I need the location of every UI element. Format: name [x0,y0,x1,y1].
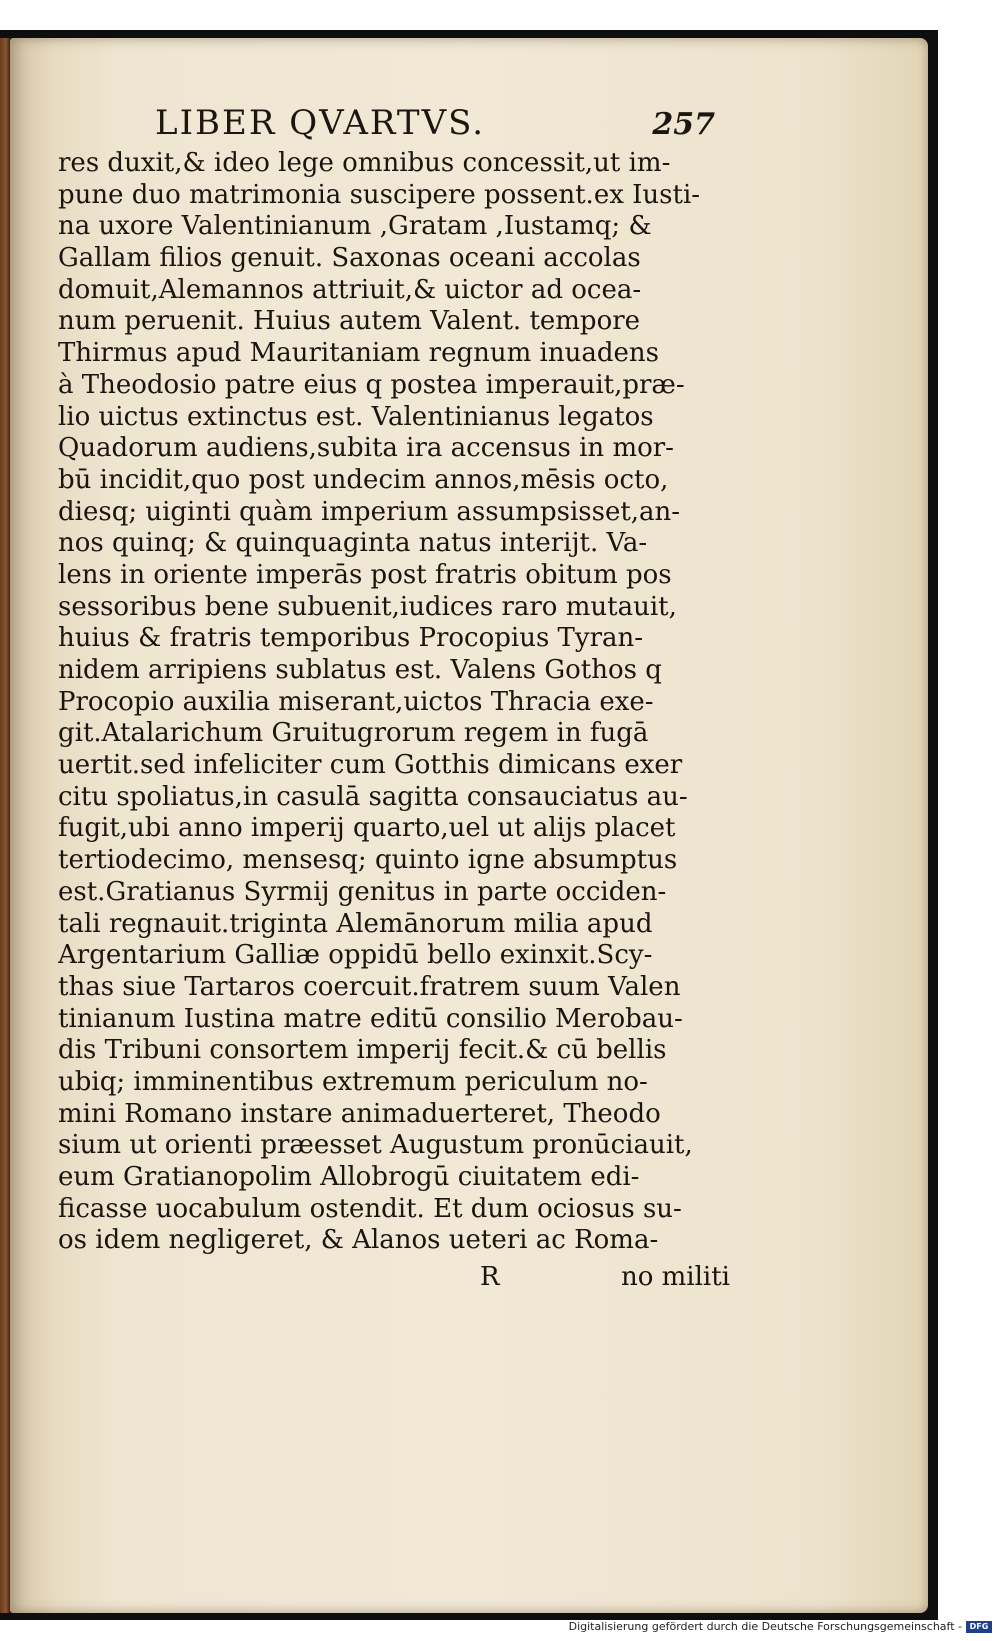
digitization-credit: Digitalisierung gefördert durch die Deutsche Forschungsgemeinschaft - [568,1620,962,1633]
text-line: os idem negligeret, & Alanos ueteri ac Roma- [58,1225,659,1256]
text-line: uertit.sed infeliciter cum Gotthis dimicans exer [58,750,683,781]
text-line: dis Tribuni consortem imperij fecit.& cū bellis [58,1035,667,1066]
text-line: Quadorum audiens,subita ira accensus in mor- [58,433,674,464]
text-line: tali regnauit.triginta Alemānorum milia apud [58,908,653,939]
text-line: eum Gratianopolim Allobrogū ciuitatem edi- [58,1162,640,1192]
text-line: lens in oriente imperās post fratris obitum pos [58,559,672,590]
text-line: diesq; uiginti quàm imperium assumpsisset,an- [58,496,681,527]
text-line: num peruenit. Huius autem Valent. tempore [58,306,641,337]
catchword-row [480,1262,730,1296]
text-line: sium ut orienti præesset Augustum pronūciauit, [58,1130,693,1161]
text-line: huius & fratris temporibus Procopius Tyran- [58,623,644,654]
text-line: thas siue Tartaros coercuit.fratrem suum Valen [58,971,681,1002]
text-line: nidem arripiens sublatus est. Valens Gothos q [58,655,662,685]
folio-number: 257 [652,107,715,142]
catchword: no militi [620,1262,730,1292]
text-line: citu spoliatus,in casulā sagitta consauciatus au- [58,781,688,812]
book-spine-edge [0,38,10,1613]
text-line: nos quinq; & quinquaginta natus interijt. Va- [58,528,648,559]
text-line: bū incidit,quo post undecim annos,mēsis octo, [58,464,669,495]
text-line: mini Romano instare animaduerteret, Theodo [58,1098,661,1129]
text-line: tinianum Iustina matre editū consilio Merobau- [58,1003,683,1034]
signature-mark: R [480,1262,500,1292]
text-line: Thirmus apud Mauritaniam regnum inuadens [58,338,659,369]
text-line: ubiq; imminentibus extremum periculum no- [58,1066,648,1097]
text-line: Argentarium Galliæ oppidū bello exinxit.Scy- [58,940,653,971]
text-line: Procopio auxilia miserant,uictos Thracia exe- [58,686,654,717]
text-line: sessoribus bene subuenit,iudices raro mutauit, [58,591,677,622]
text-line: tertiodecimo, mensesq; quinto igne absumptus [58,845,678,876]
text-line: na uxore Valentinianum ,Gratam ,Iustamq; & [58,211,652,242]
text-line: ficasse uocabulum ostendit. Et dum ociosus su- [58,1193,682,1224]
text-line: pune duo matrimonia suscipere possent.ex Iusti- [58,179,701,210]
text-line: fugit,ubi anno imperij quarto,uel ut alijs placet [58,813,676,844]
running-title: LIBER QVARTVS. [155,103,486,143]
text-line: git.Atalarichum Gruitugrorum regem in fugā [58,718,649,749]
body-text [58,148,730,1257]
text-line: à Theodosio patre eius q postea imperauit,præ- [58,369,685,400]
running-head [155,103,715,147]
text-line: est.Gratianus Syrmij genitus in parte occiden- [58,876,667,907]
text-line: domuit,Alemannos attriuit,& uictor ad ocea- [58,274,642,305]
text-line: res duxit,& ideo lege omnibus concessit,ut im- [58,148,671,178]
text-line: lio uictus extinctus est. Valentinianus legatos [58,401,654,432]
dfg-logo: DFG [966,1621,992,1633]
text-line: Gallam filios genuit. Saxonas oceani accolas [58,243,641,274]
